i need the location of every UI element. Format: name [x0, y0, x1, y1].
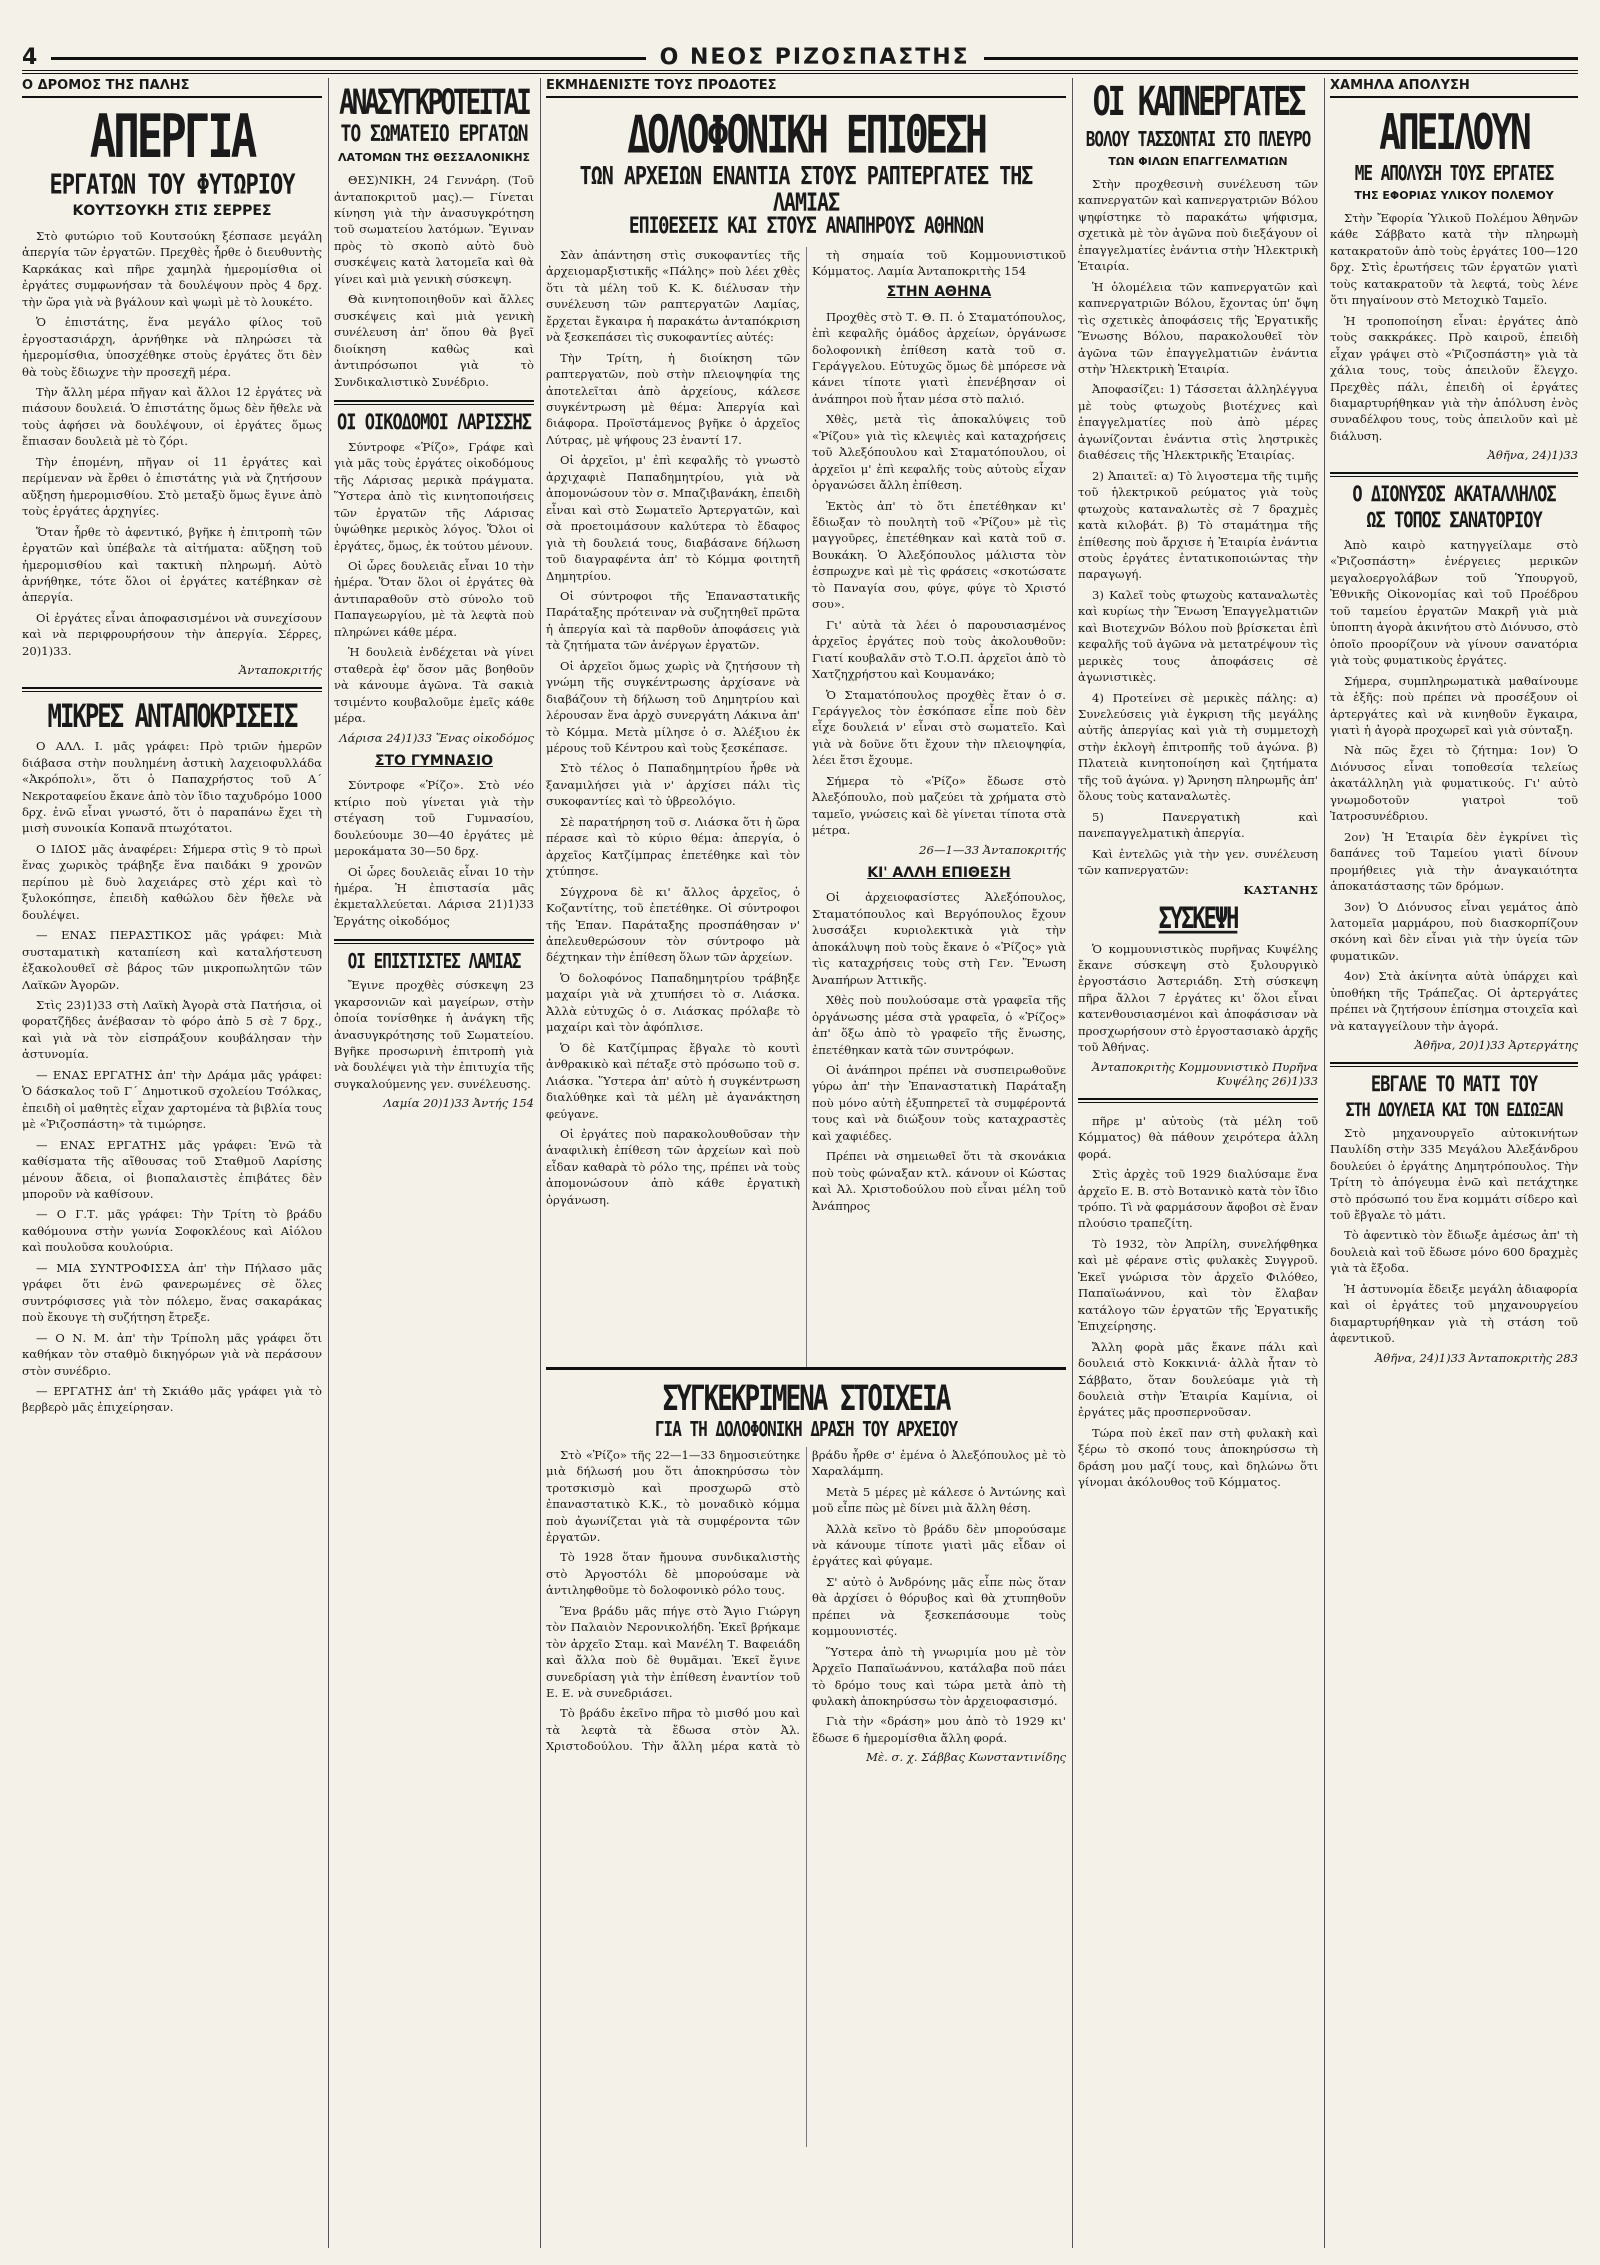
paragraph: Ἔγινε προχθὲς σύσκεψη 23 γκαρσονιῶν καὶ μαγείρων, στὴν ὁποία τονίσθηκε ἡ ἀνάγκη τῆς ἀνασυγκρότησης τοῦ Σωματείου. Βγῆκε προσωρινὴ ἐπιτροπὴ γιὰ νὰ δουλέψει γιὰ τὴν ἐπιτυχία τῆς συγκαλούμενης γεν. συνέλευσης.	[334, 978, 534, 1091]
signature: 26—1—33 Ἀνταποκριτής	[919, 842, 1066, 857]
paragraph: Τὸ 1928 ὅταν ἤμουνα συνδικαλιστὴς στὸ Ἀργοστόλι δὲ μπορούσαμε νὰ ἀντιληφθοῦμε τὸ δολοφονικὸ ρόλο τους.	[546, 1550, 800, 1598]
article-strike	[22, 228, 322, 677]
paragraph: Ἀλλὰ κεῖνο τὸ βράδυ δὲν μπορούσαμε νὰ κάνουμε τίποτε γιατὶ μᾶς εἶδαν οἱ ἐργάτες καὶ φύγαμε.	[812, 1521, 1066, 1569]
paragraph: — ΕΡΓΑΤΗΣ ἀπ' τὴ Σκιάθο μᾶς γράφει γιὰ τὸ βερβερὸ μᾶς ἐπιχείρησαν.	[22, 1383, 322, 1415]
paragraph: 2) Ἀπαιτεῖ: α) Τὸ λιγοστεμα τῆς τιμῆς τοῦ ἠλεκτρικοῦ ρεύματος γιὰ τοὺς φτωχοὺς καταναλωτὲς σὲ 7 δραχμὲς κατὰ κιλοβάτ. β) Τὸ σταμάτημα τῆς ἐπίθεσης ποὺ ἄρχισε ἡ Ἑταιρία ἐνάντια στοὺς ἐργάτες ἐντατικοποιώντας τὴν παραγωγή.	[1078, 468, 1318, 582]
paragraph: Ἡ ὁλομέλεια τῶν καπνεργατῶν καὶ καπνεργατριῶν Βόλου, ἔχοντας ὑπ' ὄψη τὶς σχετικὲς ἀποφάσεις τῆς Ἐργατικῆς Ἕνωσης Βόλου, παρακολουθεῖ τὸν ἀγῶνα τῶν ἐπαγγελματιῶν ἐνάντια στὴν Ἠλεκτρικὴ Ἑταιρία.	[1078, 279, 1318, 376]
headline-builders: ΟΙ ΟΙΚΟΔΟΜΟΙ ΛΑΡΙΣΣΗΣ	[337, 410, 531, 436]
paragraph: — Ο Γ.Τ. μᾶς γράφει: Τὴν Τρίτη τὸ βράδυ καθόμουνα στὴν γωνία Σοφοκλέους καὶ Αἰόλου καὶ πουλοῦσα κουλούρια.	[22, 1207, 322, 1255]
headline-sub2: ΛΑΤΟΜΩΝ ΤΗΣ ΘΕΣΣΑΛΟΝΙΚΗΣ	[337, 150, 531, 164]
column-rule	[328, 78, 329, 2248]
paragraph: — ΕΝΑΣ ΠΕΡΑΣΤΙΚΟΣ μᾶς γράφει: Μιὰ συσταματικὴ καταπίεση καὶ καταλήστευση ἐξακολουθεῖ σὲ βάρος τῶν μικροπωλητῶν τῶν Λαϊκῶν Ἀγορῶν.	[22, 928, 322, 992]
paragraph: Στὶς 23)1)33 στὴ Λαϊκὴ Ἀγορὰ στὰ Πατήσια, οἱ φορατζῆδες ἀνέβασαν τὸ φόρο ἀπὸ 5 σὲ 7 δρχ., καὶ γιὰ νὰ τὸν εἰσπράξουν κουβάλησαν τὴν ἀστυνομία.	[22, 998, 322, 1062]
paragraph: Σ' αὐτὸ ὁ Ἀνδρόνης μᾶς εἶπε πὼς ὅταν θὰ ἀρχίσει ὁ θόρυβος καὶ θὰ χτυπηθοῦν πρέπει νὰ ξεσκεπάσουμε τοὺς κομμουνιστές.	[812, 1574, 1066, 1639]
paragraph: Ἀπὸ καιρὸ κατηγγείλαμε στὸ «Ῥιζοσπάστη» ἐνέργειες μερικῶν μεγαλοεργολάβων τοῦ Ὑπουργοῦ, Ἐθνικῆς Οἰκονομίας καὶ τοῦ Προέδρου τοῦ ταμείου ἐργατῶν Μακρῆ γιὰ μιὰ ὑποπτη ἀγορὰ ἀκινήτου στὸ Διόνυσο, στὸ ὁποῖο προορίζουν νὰ γίνουν σανατόρια γιὰ τοὺς φυματικοὺς ἐργάτες.	[1330, 538, 1578, 668]
paragraph: Σήμερα, συμπληρωματικὰ μαθαίνουμε τὰ ἑξῆς: ποὺ πρέπει νὰ προσέξουν οἱ ἀρτεργάτες καὶ νὰ κινηθοῦν ἔγκαιρα, γιατὶ ἡ ἀγορὰ προχωρεῖ καὶ γιὰ σύνταξη.	[1330, 673, 1578, 737]
headline-sub2: ΤΗΣ ΕΦΟΡΙΑΣ ΥΛΙΚΟΥ ΠΟΛΕΜΟΥ	[1354, 188, 1554, 202]
signature: Μὲ. σ. χ. Σάββας Κωνσταντινίδης	[866, 1750, 1066, 1765]
signature: ΚΑΣΤΑΝΗΣ	[1243, 882, 1318, 897]
signature: Ἀθῆνα, 24)1)33	[1487, 448, 1578, 463]
headline-threaten: ΑΠΕΙΛΟΥΝ	[1379, 105, 1529, 161]
paragraph: ΘΕΣ)ΝΙΚΗ, 24 Γεννάρη. (Τοῦ ἀνταποκριτοῦ μας).— Γίνεται κίνηση γιὰ τὴν ἀνασυγκρότηση τοῦ σωματείου λατόμων. Ἔγιναν πρὸς τὸ σκοπὸ αὐτὸ δυὸ συσκέψεις κατὰ λατομεῖα καὶ θὰ γίνει καὶ μιὰ γενικὴ σύσκεψη.	[334, 173, 534, 286]
signature: Λαμία 20)1)33 Ἀντής 154	[383, 1096, 534, 1111]
headline-sub: ΕΡΓΑΤΩΝ ΤΟΥ ΦΥΤΩΡΙΟΥ	[49, 169, 295, 202]
paragraph: Ὅταν ἦρθε τὸ ἀφεντικό, βγῆκε ἡ ἐπιτροπὴ τῶν ἐργατῶν καὶ ὑπέβαλε τὰ αἰτήματα: αὔξηση τοῦ ἡμερομισθίου καὶ τακτικὴ πληρωμή. Αὐτὸ ἀρνήθηκε, τότε ὅλοι οἱ ἐργάτες κατέβηκαν σὲ ἀπεργία.	[22, 524, 322, 605]
paragraph: Σὲ παρατήρηση τοῦ σ. Λιάσκα ὅτι ἡ ὥρα πέρασε καὶ τὸ κύριο θέμα: ἀπεργία, ὁ ἀρχεῖος Κατζίμπρας ἐπετέθηκε καὶ τὸν χτύπησε.	[546, 814, 800, 879]
signature: Λάρισα 24)1)33 Ἕνας οἰκοδόμος	[339, 730, 534, 745]
paragraph: — ΕΝΑΣ ΕΡΓΑΤΗΣ ἀπ' τὴν Δράμα μᾶς γράφει: Ὁ δάσκαλος τοῦ Γ΄ Δημοτικοῦ σχολείου Τσόλκας, ἐπειδὴ οἱ μαθητὲς εἶχαν χαρτομένα τὰ βιβλία τους μὲ «Ῥιζοσπάστη» τὰ τιμώρησε.	[22, 1067, 322, 1132]
article-attack	[546, 247, 1066, 1367]
paragraph: Τὸ ἀφεντικὸ τὸν ἔδιωξε ἀμέσως ἀπ' τὴ δουλειὰ καὶ τοῦ ἔδωσε μόνο 600 δραχμὲς γιὰ τὰ ἔξοδα.	[1330, 1228, 1578, 1276]
column-3	[546, 78, 1066, 2248]
paragraph: Χθὲς ποὺ πουλούσαμε στὰ γραφεῖα τῆς ὀργάνωσης μέσα στὰ γραφεῖα, ὁ «Ῥίζος» ἀπ' ὅξω ἀπὸ τὸ γραφεῖο τῆς ἔνωσης, ἐπετέθηκαν κατὰ τῶν συντρόφων.	[812, 993, 1066, 1057]
signature: Ἀθῆνα, 24)1)33 Ἀνταποκριτὴς 283	[1374, 1350, 1578, 1365]
newspaper-title: Ο ΝΕΟΣ ΡΙΖΟΣΠΑΣΤΗΣ	[659, 45, 970, 70]
paragraph: Σήμερα τὸ «Ῥίζο» ἔδωσε στὸ Ἀλεξόπουλο, ποὺ μαζεύει τὰ χρήματα στὸ ταμεῖο, γνώσεις καὶ δὲ γίνεται τίποτα στὰ μέτρα.	[812, 773, 1066, 838]
headline-meeting: ΣΥΣΚΕΨΗ	[1158, 902, 1238, 936]
paragraph: Ὁ ἐπιστάτης, ἕνα μεγάλο φίλος τοῦ ἐργοστασιάρχη, ἀρνήθηκε νὰ πληρώσει τὰ ἡμερομίσθια, ὑποσχέθηκε στοὺς ἐργάτες ὅτι δὲν θὰ τοὺς ἔδιωχνε τὴν προσεχῆ μέρα.	[22, 315, 322, 379]
paragraph: 3ον) Ὁ Διόνυσος εἶναι γεμάτος ἀπὸ λατομεῖα μαρμάρου, ποὺ διασκορπίζουν σκόνη καὶ δὲν εἶναι γιὰ τὴν ὑγεία τῶν φυματικῶν.	[1330, 899, 1578, 963]
headline-gym: ΣΤΟ ΓΥΜΝΑΣΙΟ	[374, 752, 494, 769]
article-facts	[546, 1447, 1066, 2147]
headline-strike: ΑΠΕΡΓΙΑ	[89, 102, 255, 172]
paragraph: Οἱ ἀρχεῖοι ὅμως χωρὶς νὰ ζητήσουν τὴ γνώμη τῆς συγκέντρωσης ἀρχίσανε νὰ διαβάζουν τὴ δήλωση τοῦ Δημητρίου καὶ λέρουσαν ἕνα ἀρχὸ συνεργάτη Λάκινα ἀπ' τὸ Κόμμα. Μετὰ μίλησε ὁ σ. Ἀλέξιου ἐκ μέρους τοῦ Κέντρου καὶ τοὺς ξεσκέπασε.	[546, 658, 800, 756]
headline-facts-sub: ΓΙΑ ΤΗ ΔΟΛΟΦΟΝΙΚΗ ΔΡΑΣΗ ΤΟΥ ΑΡΧΕΙΟΥ	[654, 1417, 958, 1442]
column-rule	[540, 78, 541, 2248]
paragraph: Οἱ ὧρες δουλειᾶς εἶναι 10 τὴν ἡμέρα. Ὅταν ὅλοι οἱ ἐργάτες θὰ ἀντιπαραθοῦν στὸ σύνολο τοῦ Παπαγεωργίου, μὲ τὰ λεφτὰ ποὺ πληρώνει κάθε μέρα.	[334, 558, 534, 639]
headline-reorganize: ΑΝΑΣΥΓΚΡΟΤΕΙΤΑΙ	[339, 82, 529, 124]
paragraph: τὴ σημαία τοῦ Κομμουνιστικοῦ Κόμματος. Λαμία Ἀνταποκριτὴς 154	[812, 247, 1066, 279]
paragraph: Τὸ βράδυ ἐκεῖνο πῆρα τὸ μισθό μου καὶ τὰ λεφτὰ τὰ ἔδωσα στὸν Ἀλ. Χριστοδούλου. Τὴν ἄλλη μέρα κατὰ τὸ βράδυ ἦρθε σ' ἐμένα ὁ Ἀλεξόπουλος μὲ τὸ Χαραλάμπη.	[546, 1447, 1066, 1754]
column-5	[1330, 78, 1578, 2248]
paragraph: Ἄλλη φορὰ μᾶς ἔκανε πάλι καὶ δουλειά στὸ Κοκκινιά· ἀλλὰ ἦταν τὸ Σάββατο, ὅταν δουλεύαμε γιὰ τὴ δουλειὰ στὴν Ἑταιρία Καμίνια, οἱ ἐργάτες μᾶς προσπερνοῦσαν.	[1078, 1339, 1318, 1420]
headline-eye-2: ΣΤΗ ΔΟΥΛΕΙΑ ΚΑΙ ΤΟΝ ΕΔΙΩΞΑΝ	[1345, 1098, 1563, 1122]
masthead-rule-right	[984, 57, 1578, 60]
paragraph: Στὸ φυτώριο τοῦ Κουτσούκη ξέσπασε μεγάλη ἀπεργία τῶν ἐργατῶν. Πρεχθὲς ἦρθε ὁ διευθυντὴς Καρκάκας καὶ πῆρε χαμηλὰ ἡμερομίσθια οἱ ἐργάτες συμφωνήσαν τὰ δουλέψουν πρὸς 4 δρχ. τὴν ὥρα γιὰ νὰ βγάλουν καὶ ψωμὶ μὲ τὸ λουκέτο.	[22, 228, 322, 309]
headline-dionysos-2: ΩΣ ΤΟΠΟΣ ΣΑΝΑΤΟΡΙΟΥ	[1366, 508, 1542, 534]
headline-facts: ΣΥΓΚΕΚΡΙΜΕΝΑ ΣΤΟΙΧΕΙΑ	[662, 1378, 950, 1420]
section-kicker: Ο ΔΡΟΜΟΣ ΤΗΣ ΠΑΛΗΣ	[22, 78, 322, 98]
paragraph: 3) Καλεῖ τοὺς φτωχοὺς καταναλωτὲς καὶ κυρίως τὴν Ἕνωση Ἐπαγγελματιῶν καὶ Βιοτεχνῶν Βόλου ποὺ βρίσκεται ἐπὶ κεφαλῆς τοῦ ἀγῶνα νὰ μετατρέψουν τὶς μερικὲς τους ἀποφάσεις σὲ ἀγωνιστικὲς.	[1078, 587, 1318, 685]
signature: Ἀνταποκριτὴς Κομμουνιστικὸ Πυρῆνα Κυψέλης 26)1)33	[1091, 1059, 1318, 1088]
paragraph: Νὰ πῶς ἔχει τὸ ζήτημα: 1ον) Ὁ Διόνυσος εἶναι τοποθεσία τελείως ἀκατάλληλη γιὰ φυματικούς. Γι' αὐτὸ γνωμοδοτοῦν γιατροὶ τοῦ Ἰατροσυνέδριου.	[1330, 743, 1578, 824]
paragraph: Οἱ ἀρχειοφασίστες Ἀλεξόπουλος, Σταματόπουλος καὶ Βεργόπουλος ἔχουν λυσσάξει κυριολεκτικὰ γιὰ τὴν ἀποκάλυψη ποὺ τοὺς ἔκανε ὁ «Ῥίζος» γιὰ τὶς καταχρήσεις τοὺς στὴ Γεν. Ἕνωση Ἀναπήρων Ἀττικῆς.	[812, 890, 1066, 987]
page-number: 4	[22, 45, 38, 70]
paragraph: Θὰ κινητοποιηθοῦν καὶ ἄλλες συσκέψεις καὶ μιὰ γενικὴ συνέλευση ἀπ' ὅπου θὰ βγεῖ διοίκηση καθὼς καὶ ἀντιπρόσωποι γιὰ τὸ Συνδικαλιστικὸ Συνέδριο.	[334, 292, 534, 389]
headline-attack: ΔΟΛΟΦΟΝΙΚΗ ΕΠΙΘΕΣΗ	[627, 105, 985, 165]
headline-sub2: ΚΟΥΤΣΟΥΚΗ ΣΤΙΣ ΣΕΡΡΕΣ	[72, 203, 272, 220]
section-kicker: ΕΚΜΗΔΕΝΙΣΤΕ ΤΟΥΣ ΠΡΟΔΟΤΕΣ	[546, 78, 1066, 98]
paragraph: Ὁ κομμουνιστικὸς πυρῆνας Κυψέλης ἔκανε σύσκεψη στὸ ξυλουργικὸ ἐργοστάσιο Ἀστεριάδη. Στὴ σύσκεψη πῆρα ἄλλοι 7 ἐργάτες κι' ὅλοι εἶναι κατενθουσιασμένοι καὶ ἀποφάσισαν νὰ προσχωρήσουν στὸ ἐργοστασιακὸ ἀρχῆς τοῦ Ἀθήνας.	[1078, 941, 1318, 1055]
paragraph: Τώρα ποὺ ἐκεῖ παν στὴ φυλακὴ καὶ ξέρω τὸ σκοπό τους ἀποκηρύσσω τὴ δράση μου μαζί τους, καὶ δηλώνω ὅτι γίνομαι ἀκόλουθος τοῦ Κόμματος.	[1078, 1425, 1318, 1490]
paragraph: — Ο Ν. Μ. ἀπ' τὴν Τρίπολη μᾶς γράφει ὅτι καθήκαν τὸν σταθμὸ δικηγόρων γιὰ νὰ περάσουν στὸν συνέδριο.	[22, 1330, 322, 1378]
paragraph: — ΜΙΑ ΣΥΝΤΡΟΦΙΣΣΑ ἀπ' τὴν Πήλασο μᾶς γράφει ὅτι ἐνῶ φανερωμένες σὲ ὅλες συντρόφισσες γιὰ τὸν πόλεμο, ἕνας σακαράκας ποὺ ἔκουγε τὴ συζήτηση ἔτρεξε.	[22, 1260, 322, 1325]
paragraph: Στὸ μηχανουργεῖο αὐτοκινήτων Παυλίδη στὴν 335 Μεγάλου Ἀλεξάνδρου δουλεύει ὁ ἐργάτης Δημητρόπουλος. Τὴν Τρίτη τὸ ἀπόγευμα ἐνῶ καὶ πετάχτηκε στὸ πρόσωπό του ἕνα κομμάτι σίδερο καὶ τοῦ ἔβγαλε τὸ μάτι.	[1330, 1125, 1578, 1223]
paragraph: Πρέπει νὰ σημειωθεῖ ὅτι τὰ σκονάκια ποὺ τοὺς φώναξαν κτλ. κάνουν οἱ Κώστας καὶ Ἀλ. Χριστοδούλου ποὺ εἶναι μέλη τοῦ Ἀνάπηρος	[812, 1149, 1066, 1213]
paragraph: Ἕνα βράδυ μᾶς πήγε στὸ Ἄγιο Γιώργη τὸν Παλαιὸν Νερονικολήδη. Ἐκεῖ βρήκαμε τὸν ἀρχεῖο Σταμ. καὶ Μανέλη Τ. Βαφειάδη καὶ ἄλλα ποὺ δὲ θυμᾶμαι. Ἐκεῖ ἔγινε συνεδρίαση γιὰ τὴν ἐπίθεση ἐναντίον τοῦ Ε. Ε. νὰ συνεδριάσει.	[546, 1603, 800, 1701]
headline-lamia: ΟΙ ΕΠΙΣΤΙΣΤΕΣ ΛΑΜΙΑΣ	[347, 949, 521, 974]
paragraph: Σύντροφε «Ῥίζο». Στὸ νέο κτίριο ποὺ γίνεται γιὰ τὴν στέγαση τοῦ Γυμνασίου, δουλεύουμε 30—40 ἐργάτες μὲ μεροκάματα 30—50 δρχ.	[334, 778, 534, 859]
paragraph: Ἀποφασίζει: 1) Τάσσεται ἀλληλέγγυα μὲ τοὺς φτωχοὺς βιοτέχνες καὶ ἐπαγγελματίες ποὺ ἀπὸ μέρες ἀγωνίζονται ἐνάντια στὶς ληστρικὲς διαθέσεις τῆς Ἠλεκτρικῆς Ἑταιρίας.	[1078, 382, 1318, 463]
paragraph: Στὴν Ἔφορία Ὑλικοῦ Πολέμου Ἀθηνῶν κάθε Σάββατο κατὰ τὴν πληρωμὴ κατακρατοῦν ἀπὸ τοὺς ἐργάτες 100—120 δρχ. Στὶς ἐρωτήσεις τῶν ἐργατῶν γιατὶ τοὺς κατακρατοῦν τὰ λεφτά, τοὺς λένε ὅτι πηγαίνουν στὸ Μετοχικὸ Ταμεῖο.	[1330, 210, 1578, 308]
headline-sub2: ΕΠΙΘΕΣΕΙΣ ΚΑΙ ΣΤΟΥΣ ΑΝΑΠΗΡΟΥΣ ΑΘΗΝΩΝ	[628, 213, 984, 240]
paragraph: Στὴν προχθεσινὴ συνέλευση τῶν καπνεργατῶν καὶ καπνεργατριῶν Βόλου ψηφίστηκε τὸ παρακάτω ψήφισμα, σχετικὰ μὲ τὸν ἀγῶνα ποὺ διεξάγουν οἱ ἐπαγγελματίες ἐνάντια στὴν Ἠλεκτρικὴ Ἑταιρία.	[1078, 176, 1318, 274]
headline-other-attack: ΚΙ' ΑΛΛΗ ΕΠΙΘΕΣΗ	[867, 864, 1011, 881]
divider	[1330, 1062, 1578, 1067]
paragraph: — ΕΝΑΣ ΕΡΓΑΤΗΣ μᾶς γράφει: Ἐνῶ τὰ καθίσματα τῆς αἴθουσας τοῦ Σταθμοῦ Λαρίσης μένουν ἄδεια, οἱ βιοπαλαιστὲς ἐπιβάτες δὲν μποροῦν νὰ καθίσουν.	[22, 1137, 322, 1201]
paragraph: Οἱ ὧρες δουλειᾶς εἶναι 10 τὴν ἡμέρα. Ἡ ἐπιστασία μᾶς ἐκμεταλλεύεται. Λάρισα 21)1)33 Ἐργάτης οἰκοδόμος	[334, 864, 534, 928]
divider	[334, 939, 534, 944]
signature: Ἀθῆνα, 20)1)33 Ἀρτεργάτης	[1414, 1038, 1578, 1053]
paragraph: Οἱ ἀνάπηροι πρέπει νὰ συσπειρωθοῦνε γύρω ἀπ' τὴν Ἐπαναστατικὴ Παράταξη ποὺ μόνο αὐτὴ ἐξυπηρετεῖ τὰ συμφέροντά τους καὶ νὰ διώξουν τοὺς καταχραστὲς καὶ χαφιέδες.	[812, 1062, 1066, 1143]
column-1	[22, 78, 322, 2248]
paragraph: Γι' αὐτὰ τὰ λέει ὁ παρουσιασμένος ἀρχεῖος ἐργάτες ποὺ τοὺς ἀκολουθοῦν: Γιατί κουβαλᾶν στὸ Τ.Ο.Π. ἀρχεῖοι ἀπὸ τὸ Χατζηχρήστου καὶ Κουμανάκο;	[812, 617, 1066, 682]
headline-sub: ΤΩΝ ΑΡΧΕΙΩΝ ΕΝΑΝΤΙΑ ΣΤΟΥΣ ΡΑΠΤΕΡΓΑΤΕΣ ΤΗΣ ΛΑΜΙΑΣ	[579, 160, 1033, 217]
paragraph: Τὴν ἐπομένη, πῆγαν οἱ 11 ἐργάτες καὶ περίμεναν νὰ ἔρθει ὁ ἐπιστάτης γιὰ νὰ ζητήσουν αὔξηση ἡμερομισθίου. Στὸ μεταξὺ ὅμως ἔγινε ἀπὸ τοὺς ἐργάτες ἀρχηγίες.	[22, 454, 322, 519]
paragraph: Ἡ τροποποίηση εἶναι: ἐργάτες ἀπὸ τοὺς σακκράκες. Πρὸ καιροῦ, ἐπειδὴ εἶχαν γράψει στὸ «Ῥιζοσπάστη» γιὰ τὰ χάλια τους, τοὺς ἀπειλοῦν ἕλεγχο. Πρεχθὲς πάλι, ἐπειδὴ οἱ ἐργάτες διαμαρτυρήθηκαν γιὰ τὴν ἀπόλυση ἑνὸς συναδέλφου τους, τοὺς ἀπειλοῦν καὶ μὲ διάλυση.	[1330, 313, 1578, 443]
paragraph: Στὸ τέλος ὁ Παπαδημητρίου ἦρθε νὰ ξαναμιλήσει γιὰ ν' ἀρχίσει πάλι τὶς συκοφαντίες καὶ τὸ ὑβρεολόγιο.	[546, 761, 800, 809]
paragraph: Σύγχρονα δὲ κι' ἄλλος ἀρχεῖος, ὁ Κοζαντίτης, τοῦ ἐπετέθηκε. Οἱ σύντροφοι τῆς Ἐπαν. Παράταξης προσπάθησαν ν' ἀπελευθερώσουν τὸν σύντροφο μὰ δέχτηκαν τὴν ἐπίθεση ὅλων τῶν ἀρχείων.	[546, 884, 800, 965]
paragraph: πῆρε μ' αὐτοὺς (τὰ μέλη τοῦ Κόμματος) θὰ πάθουν χειρότερα ἀλλη φορά.	[1078, 1113, 1318, 1161]
paragraph: Οἱ ἐργάτες ποὺ παρακολουθοῦσαν τὴν ἀναφιλικὴ ἐπίθεση τῶν ἀρχείων καὶ ποὺ εἶδαν καθαρὰ τὸ ρόλο της, πρέπει νὰ τοὺς ἀπομονώσουν ἀπὸ κάθε ἐργατικὴ ὀργάνωση.	[546, 1127, 800, 1207]
paragraph: 4) Προτείνει σὲ μερικὲς πάλης: α) Συνελεύσεις γιὰ ἐγκριση τῆς μεγάλης αὐτῆς ἀπεργίας καὶ γιὰ τὴ συμμετοχὴ στὴν ἐκλογὴ ἐπιτροπῆς τοῦ ἀγώνα. β) Πλατειὰ κινητοποίηση καὶ ζητήματα τῆς τοῦ ἀγώνα. γ) Ἄρνηση πληρωμῆς ἀπ' ὅλους τοὺς καταναλωτὲς.	[1078, 690, 1318, 804]
paragraph: Ὁ δὲ Κατζίμπρας ἔβγαλε τὸ κουτὶ ἀνθρακικὸ καὶ πέταξε στὸ πρόσωπο τοῦ σ. Λιάσκα. Ὕστερα ἀπ' αὐτὸ ἡ συγκέντρωση διαλύθηκε καὶ τὰ μέλη μὲ ἀγανάκτηση φεύγανε.	[546, 1040, 800, 1121]
headline-athens: ΣΤΗΝ ΑΘΗΝΑ	[886, 283, 992, 300]
article-answers	[22, 738, 322, 1416]
paragraph: Ο ΑΛΛ. Ι. μᾶς γράφει: Πρὸ τριῶν ἡμερῶν διάβασα στὴν πουλημένη ἀστικὴ λαχειοφυλλάδα «Ἀκρόπολι», ὅτι ὁ Παπαχρήστος τοῦ Α΄ Νεκροταφείου ἔκανε ἀπὸ τὸν ἴδιο ταχυδρόμο 1000 δρχ. ἐνῶ εἶναι γνωστό, ὅτι ὁ παραπάνω ἔχει τὴ μισὴ συνοικία Κοπανᾶ πτωχότατοι.	[22, 739, 322, 836]
paragraph: Γιὰ τὴν «δράση» μου ἀπὸ τὸ 1929 κι' ἔδωσε 6 ἡμερομίσθια ἄλλη φορά.	[812, 1714, 1066, 1745]
column-2	[334, 78, 534, 2248]
paragraph: Ὕστερα ἀπὸ τὴ γνωριμία μου μὲ τὸν Ἀρχεῖο Παπαϊωάννου, κατάλαβα ποῦ πάει τὸ δρόμο τους καὶ τώρα μετὰ ἀπὸ τὴ φυλακὴ ἀποκηρύσσω τὸν ἀρχειοφασισμό.	[812, 1644, 1066, 1709]
paragraph: Ἐκτὸς ἀπ' τὸ ὅτι ἐπετέθηκαν κι' ἔδιωξαν τὸ πουλητὴ τοῦ «Ῥίζου» μὲ τὶς μαγγοῦρες, ἐπετέθηκαν καὶ κατὰ τοῦ σ. Βουκάκη. Ὁ Ἀλεξόπουλος μάλιστα τὸν ἐσπρωχνε καὶ μὲ τὶς φράσεις «σκοτώσατε τὸ Παναγία σου, φύγε, φύγε τὸ Χριστό σου».	[812, 498, 1066, 612]
headline-answers: ΜΙΚΡΕΣ ΑΝΤΑΠΟΚΡΙΣΕΙΣ	[47, 697, 297, 736]
signature: Ἀνταποκριτής	[238, 663, 322, 678]
section-kicker: ΧΑΜΗΛΑ ΑΠΟΛΥΣΗ	[1330, 78, 1578, 98]
paragraph: Ὁ Σταματόπουλος προχθὲς ἔταν ὁ σ. Γεράγγελος τὸν ἐσκόπασε εἶπε ποὺ δὲν εἶχε δουλειά ν' εἶναι στὸ σωματεῖο. Καὶ γιὰ νὰ δοῦνε ὅτι ἔχουν τὴν πλειοψηφία, λέει ἔτσι ἔχουμε.	[812, 687, 1066, 768]
divider	[334, 400, 534, 405]
paragraph: Τὴν Τρίτη, ἡ διοίκηση τῶν ραπτεργατῶν, ποὺ στὴν πλειοψηφία της ἀποτελεῖται ἀπὸ ἀρχείους, κάλεσε συγκέντρωση μὲ θέμα: Ἀπεργία καὶ διάφορα. Προϊστάμενος βγῆκε ὁ ἀρχεῖος Λύτρας, μὲ ψήφους 23 ἐναντί 17.	[546, 350, 800, 447]
headline-sub: ΒΟΛΟΥ ΤΑΣΣΟΝΤΑΙ ΣΤΟ ΠΛΕΥΡΟ	[1085, 127, 1311, 152]
headline-tobacco: ΟΙ ΚΑΠΝΕΡΓΑΤΕΣ	[1092, 78, 1304, 126]
divider	[22, 687, 322, 692]
masthead	[22, 18, 1578, 74]
paragraph: Μετὰ 5 μέρες μὲ κάλεσε ὁ Ἀντώνης καὶ μοῦ εἶπε πὼς μὲ δίνει μιὰ ἄλλη θέση.	[812, 1484, 1066, 1516]
paragraph: 2ον) Ἡ Ἑταιρία δὲν ἐγκρίνει τὶς δαπάνες τοῦ Ταμείου γιατὶ δίνουν προμήθειες γιὰ τὴν ἀναγκαιότητα ἀποκατάστασης τῶν δρόμων.	[1330, 829, 1578, 894]
headline-sub: ΜΕ ΑΠΟΛΥΣΗ ΤΟΥΣ ΕΡΓΑΤΕΣ	[1354, 161, 1554, 186]
paragraph: Στὸ «Ῥίζο» τῆς 22—1—33 δημοσιεύτηκε μιὰ δήλωσή μου ὅτι ἀποκηρύσσω τὸν τροτσκισμὸ καὶ προσχωρῶ στὸ ἐπαναστατικὸ Κ.Κ., τὸ μοναδικὸ κόμμα ποὺ ἀγωνίζεται γιὰ τὰ συμφέροντα τῶν ἐργατῶν.	[546, 1447, 800, 1544]
paragraph: Οἱ ἐργάτες εἶναι ἀποφασισμένοι νὰ συνεχίσουν καὶ νὰ περιφρουρήσουν τὴν ἀπεργία. Σέρρες, 20)1)33.	[22, 610, 322, 658]
headline-dionysos: Ο ΔΙΟΝΥΣΟΣ ΑΚΑΤΑΛΛΗΛΟΣ	[1352, 482, 1556, 508]
headline-sub2: ΤΩΝ ΦΙΛΩΝ ΕΠΑΓΓΕΛΜΑΤΙΩΝ	[1108, 154, 1288, 168]
paragraph: 5) Πανεργατικὴ καὶ πανεπαγγελματικὴ ἀπεργία.	[1078, 809, 1318, 841]
paragraph: Καὶ ἐντελῶς γιὰ τὴν γεν. συνέλευση τῶν καπνεργατῶν:	[1078, 846, 1318, 878]
column-rule	[1324, 78, 1325, 2248]
divider	[1330, 472, 1578, 477]
paragraph: Τὴν ἄλλη μέρα πῆγαν καὶ ἄλλοι 12 ἐργάτες νὰ πιάσουν δουλειά. Ὁ ἐπιστάτης ὅμως δὲν ἤθελε νὰ τοὺς ἀφήσει νὰ δουλέψουν, οἱ ἐργάτες ὅμως ἔπιασαν δουλειὰ μὲ τὸ ζόρι.	[22, 384, 322, 449]
newspaper-page	[22, 18, 1578, 2248]
masthead-rule-left	[51, 57, 645, 60]
divider	[1078, 1098, 1318, 1103]
divider	[546, 1367, 1066, 1374]
headline-eye: ΕΒΓΑΛΕ ΤΟ ΜΑΤΙ ΤΟΥ	[1370, 1072, 1538, 1098]
paragraph: Οἱ ἀρχεῖοι, μ' ἐπὶ κεφαλῆς τὸ γνωστὸ ἀρχιχαφιὲ Παπαδημητρίου, γιὰ νὰ ἀπομονώσουν τὸν σ. Μπαζιβανάκη, ἐπειδὴ εἶναι καὶ στὸ Σωματεῖο Ἀρτεργατῶν, καὶ σὰ προετοιμάσουν καλύτερα τὸ ἔδαφος γιὰ τὴ δουλειά τους, διαβάσανε δήλωση τοῦ διαγραφέντα ἀπ' τὸ Κόμμα φοιτητῆ Δημητρίου.	[546, 453, 800, 583]
column-4	[1078, 78, 1318, 2248]
paragraph: Τὸ 1932, τὸν Ἀπρίλη, συνελήφθηκα καὶ μὲ φέρανε στὶς φυλακὲς Συγγροῦ. Ἐκεῖ γνώρισα τὸν ἀρχεῖο Φιλόθεο, Παπαϊωάννου, καὶ τὸν ἔλαβαν κατάλογο τῶν ἐργατῶν τῆς Ἐργατικῆς Ἐπιχείρησης.	[1078, 1236, 1318, 1334]
paragraph: Ἡ δουλειὰ ἐνδέχεται νὰ γίνει σταθερὰ ἐφ' ὅσον μᾶς βοηθοῦν νὰ κάνουμε ἀγῶνα. Τὰ σακιὰ τσιμέντο κουβαλοῦμε ἐμεῖς κάθε μέρα.	[334, 645, 534, 726]
column-rule	[1072, 78, 1073, 2248]
paragraph: Σύντροφε «Ῥίζο», Γράφε καὶ γιὰ μᾶς τοὺς ἐργάτες οἰκοδόμους τῆς Λάρισας μερικὰ πράγματα. Ὕστερα ἀπὸ τὶς κινητοποιήσεις τῶν ἐργατῶν τῆς Λάρισας ὑψώθηκε μερικὸς λόγος. Ὅλοι οἱ ἐργάτες, ὅμως, ἐκ τούτου μένουν.	[334, 439, 534, 553]
paragraph: Οἱ σύντροφοι τῆς Ἐπαναστατικῆς Παράταξης πρότειναν νὰ συζητηθεῖ πρῶτα ἡ ἀπεργία καὶ τὰ παρθοῦν ἀποφάσεις γιὰ τὰ ζητήματα τῶν ἀνέργων ἐργατῶν.	[546, 588, 800, 653]
headline-sub: ΤΟ ΣΩΜΑΤΕΙΟ ΕΡΓΑΤΩΝ	[340, 121, 528, 148]
paragraph: 4ον) Στὰ ἀκίνητα αὐτὰ ὑπάρχει καὶ ὑποθήκη τῆς Τράπεζας. Οἱ ἀρτεργάτες πρέπει νὰ ζητήσουν ἐπίσημα στοιχεῖα καὶ νὰ καταγγείλουν τὴν ἀγορά.	[1330, 969, 1578, 1033]
paragraph: Προχθὲς στὸ Τ. Θ. Π. ὁ Σταματόπουλος, ἐπὶ κεφαλῆς ὁμάδος ἀρχείων, ὀργάνωσε δολοφονικὴ ἐπίθεση κατὰ τοῦ σ. Γεράγγελου. Εὐτυχῶς ὅμως δὲ μπόρεσε νὰ κάνει τίποτε γιατὶ ἐπενέβησαν οἱ ἀνάπηροι ποὺ ἦταν μέσα στὸ παλιό.	[812, 309, 1066, 406]
paragraph: Ο ΙΔΙΟΣ μᾶς ἀναφέρει: Σήμερα στὶς 9 τὸ πρωὶ ἕνας χωρικὸς τράβηξε ἕνα παιδάκι 9 χρονῶν περίπου μὲ δυὸ λαχειάρες στὸ χέρι καὶ τὸ ξυλοκόπησε, ἐπειδὴ καθώλου δὲν ἤθελε νὰ δουλέψει.	[22, 841, 322, 922]
paragraph: Ἡ ἀστυνομία ἔδειξε μεγάλη ἀδιαφορία καὶ οἱ ἐργάτες τοῦ μηχανουργείου διαμαρτυρήθηκαν γιὰ τὴ στάση τοῦ ἀφεντικοῦ.	[1330, 1281, 1578, 1346]
paragraph: Ὁ δολοφόνος Παπαδημητρίου τράβηξε μαχαίρι γιὰ νὰ χτυπήσει τὸ σ. Λιάσκα. Ἀλλὰ εὐτυχῶς ὁ σ. Λιάσκας πρόλαβε τὸ μαχαίρι καὶ τὸν ἀφόπλισε.	[546, 970, 800, 1035]
paragraph: Χθὲς, μετὰ τὶς ἀποκαλύψεις τοῦ «Ῥίζου» γιὰ τὶς κλεψιὲς καὶ καταχρήσεις τοῦ Ἀλεξόπουλου καὶ Σταματόπουλου, οἱ ἀρχεῖοι μ' ἐπὶ κεφαλῆς τοὺς αὐτοὺς εἶχαν ὀργανώσει ἄλλη ἐπίθεση.	[812, 412, 1066, 493]
columns	[22, 78, 1578, 2248]
paragraph: Στὶς ἀρχὲς τοῦ 1929 διαλύσαμε ἕνα ἀρχεῖο Ε. Β. στὸ Βοτανικὸ κατὰ τὸν ἴδιο τρόπο. Τὶ νὰ φαρμάσουν ἄφοβοι σὲ ἔναν πλούσιο τραπεζίτη.	[1078, 1167, 1318, 1231]
paragraph: Σὰν ἀπάντηση στὶς συκοφαντίες τῆς ἀρχειομαρξιστικῆς «Πάλης» ποὺ λέει χθὲς ὅτι τὰ μέλη τοῦ Κ. Κ. διέλυσαν τὴν συνέλευση τῶν ραπτεργατῶν Λαμίας, ἔρχεται ἔγκαιρα ἡ παρακάτω ἀνταπόκριση νὰ ξεσκεπάσει τὶς συκοφαντίες αὐτές:	[546, 247, 800, 345]
